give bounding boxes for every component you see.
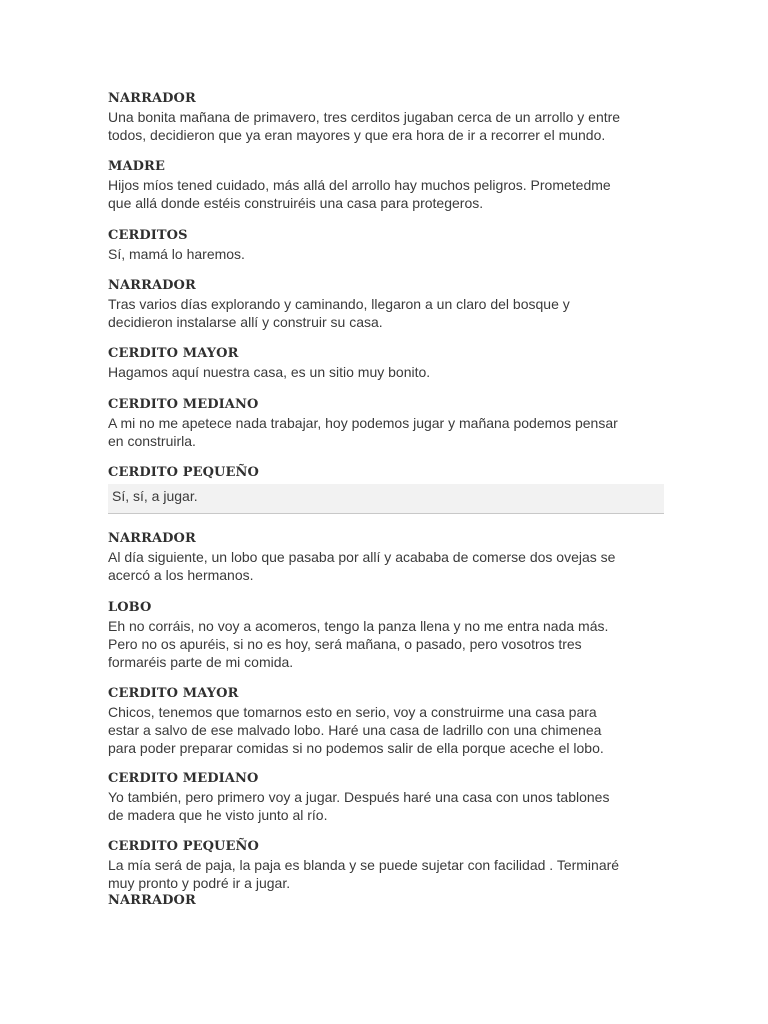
dialogue-line: decidieron instalarse allí y construir su casa. <box>108 314 383 330</box>
dialogue-entry <box>108 227 245 263</box>
speaker-name: CERDITO MEDIANO <box>108 397 259 412</box>
dialogue-line: que allá donde estéis construiréis una casa para protegeros. <box>108 195 484 211</box>
speaker-name: NARRADOR <box>108 531 196 546</box>
dialogue-entry <box>108 345 430 381</box>
dialogue-line: Una bonita mañana de primavero, tres cerditos jugaban cerca de un arrollo y entre <box>108 109 621 125</box>
speaker-name: CERDITOS <box>108 228 188 243</box>
dialogue-entry <box>108 464 664 514</box>
dialogue-line: Sí, mamá lo haremos. <box>108 246 245 262</box>
dialogue-entry <box>108 685 604 757</box>
dialogue-entry <box>108 599 608 671</box>
speaker-name: CERDITO MAYOR <box>108 346 239 361</box>
dialogue-line: Pero no os apuréis, si no es hoy, será mañana, o pasado, pero vosotros tres <box>108 636 582 652</box>
speaker-name: LOBO <box>108 600 152 615</box>
speaker-name: CERDITO MAYOR <box>108 686 239 701</box>
dialogue-entry <box>108 277 570 331</box>
speaker-name: MADRE <box>108 159 165 174</box>
dialogue-line: en construirla. <box>108 433 196 449</box>
speaker-name: CERDITO PEQUEÑO <box>108 839 259 854</box>
dialogue-entry <box>108 770 609 824</box>
dialogue-line: Tras varios días explorando y caminando, llegaron a un claro del bosque y <box>108 296 570 312</box>
dialogue-line: muy pronto y podré ir a jugar. <box>108 875 291 891</box>
dialogue-entry <box>108 530 615 584</box>
dialogue-line: de madera que he visto junto al río. <box>108 807 328 823</box>
dialogue-entry <box>108 90 620 144</box>
dialogue-line: Hijos míos tened cuidado, más allá del arrollo hay muchos peligros. Prometedme <box>108 177 611 193</box>
dialogue-line: acercó a los hermanos. <box>108 567 254 583</box>
dialogue-entry <box>108 396 618 450</box>
dialogue-line: estar a salvo de ese malvado lobo. Haré una casa de ladrillo con una chimenea <box>108 722 602 738</box>
speaker-name: NARRADOR <box>108 893 196 908</box>
dialogue-line: formaréis parte de mi comida. <box>108 654 294 670</box>
speaker-name: NARRADOR <box>108 91 196 106</box>
dialogue-line: para poder preparar comidas si no podemos salir de ella porque aceche el lobo. <box>108 740 604 756</box>
speaker-name: NARRADOR <box>108 278 196 293</box>
dialogue-line: A mi no me apetece nada trabajar, hoy podemos jugar y mañana podemos pensar <box>108 415 618 431</box>
dialogue-line: Chicos, tenemos que tomarnos esto en serio, voy a construirme una casa para <box>108 704 597 720</box>
dialogue-line: Eh no corráis, no voy a acomeros, tengo la panza llena y no me entra nada más. <box>108 618 609 634</box>
dialogue-entry <box>108 838 619 910</box>
dialogue-line: Yo también, pero primero voy a jugar. Después haré una casa con unos tablones <box>108 789 610 805</box>
dialogue-line: Al día siguiente, un lobo que pasaba por allí y acababa de comerse dos ovejas se <box>108 549 616 565</box>
dialogue-line: Hagamos aquí nuestra casa, es un sitio muy bonito. <box>108 364 431 380</box>
dialogue-line: La mía será de paja, la paja es blanda y se puede sujetar con facilidad . Terminaré <box>108 857 620 873</box>
speaker-name: CERDITO PEQUEÑO <box>108 465 259 480</box>
highlighted-dialogue-line: Sí, sí, a jugar. <box>108 484 664 514</box>
dialogue-entry <box>108 158 611 212</box>
dialogue-line: todos, decidieron que ya eran mayores y que era hora de ir a recorrer el mundo. <box>108 127 606 143</box>
speaker-name: CERDITO MEDIANO <box>108 771 259 786</box>
